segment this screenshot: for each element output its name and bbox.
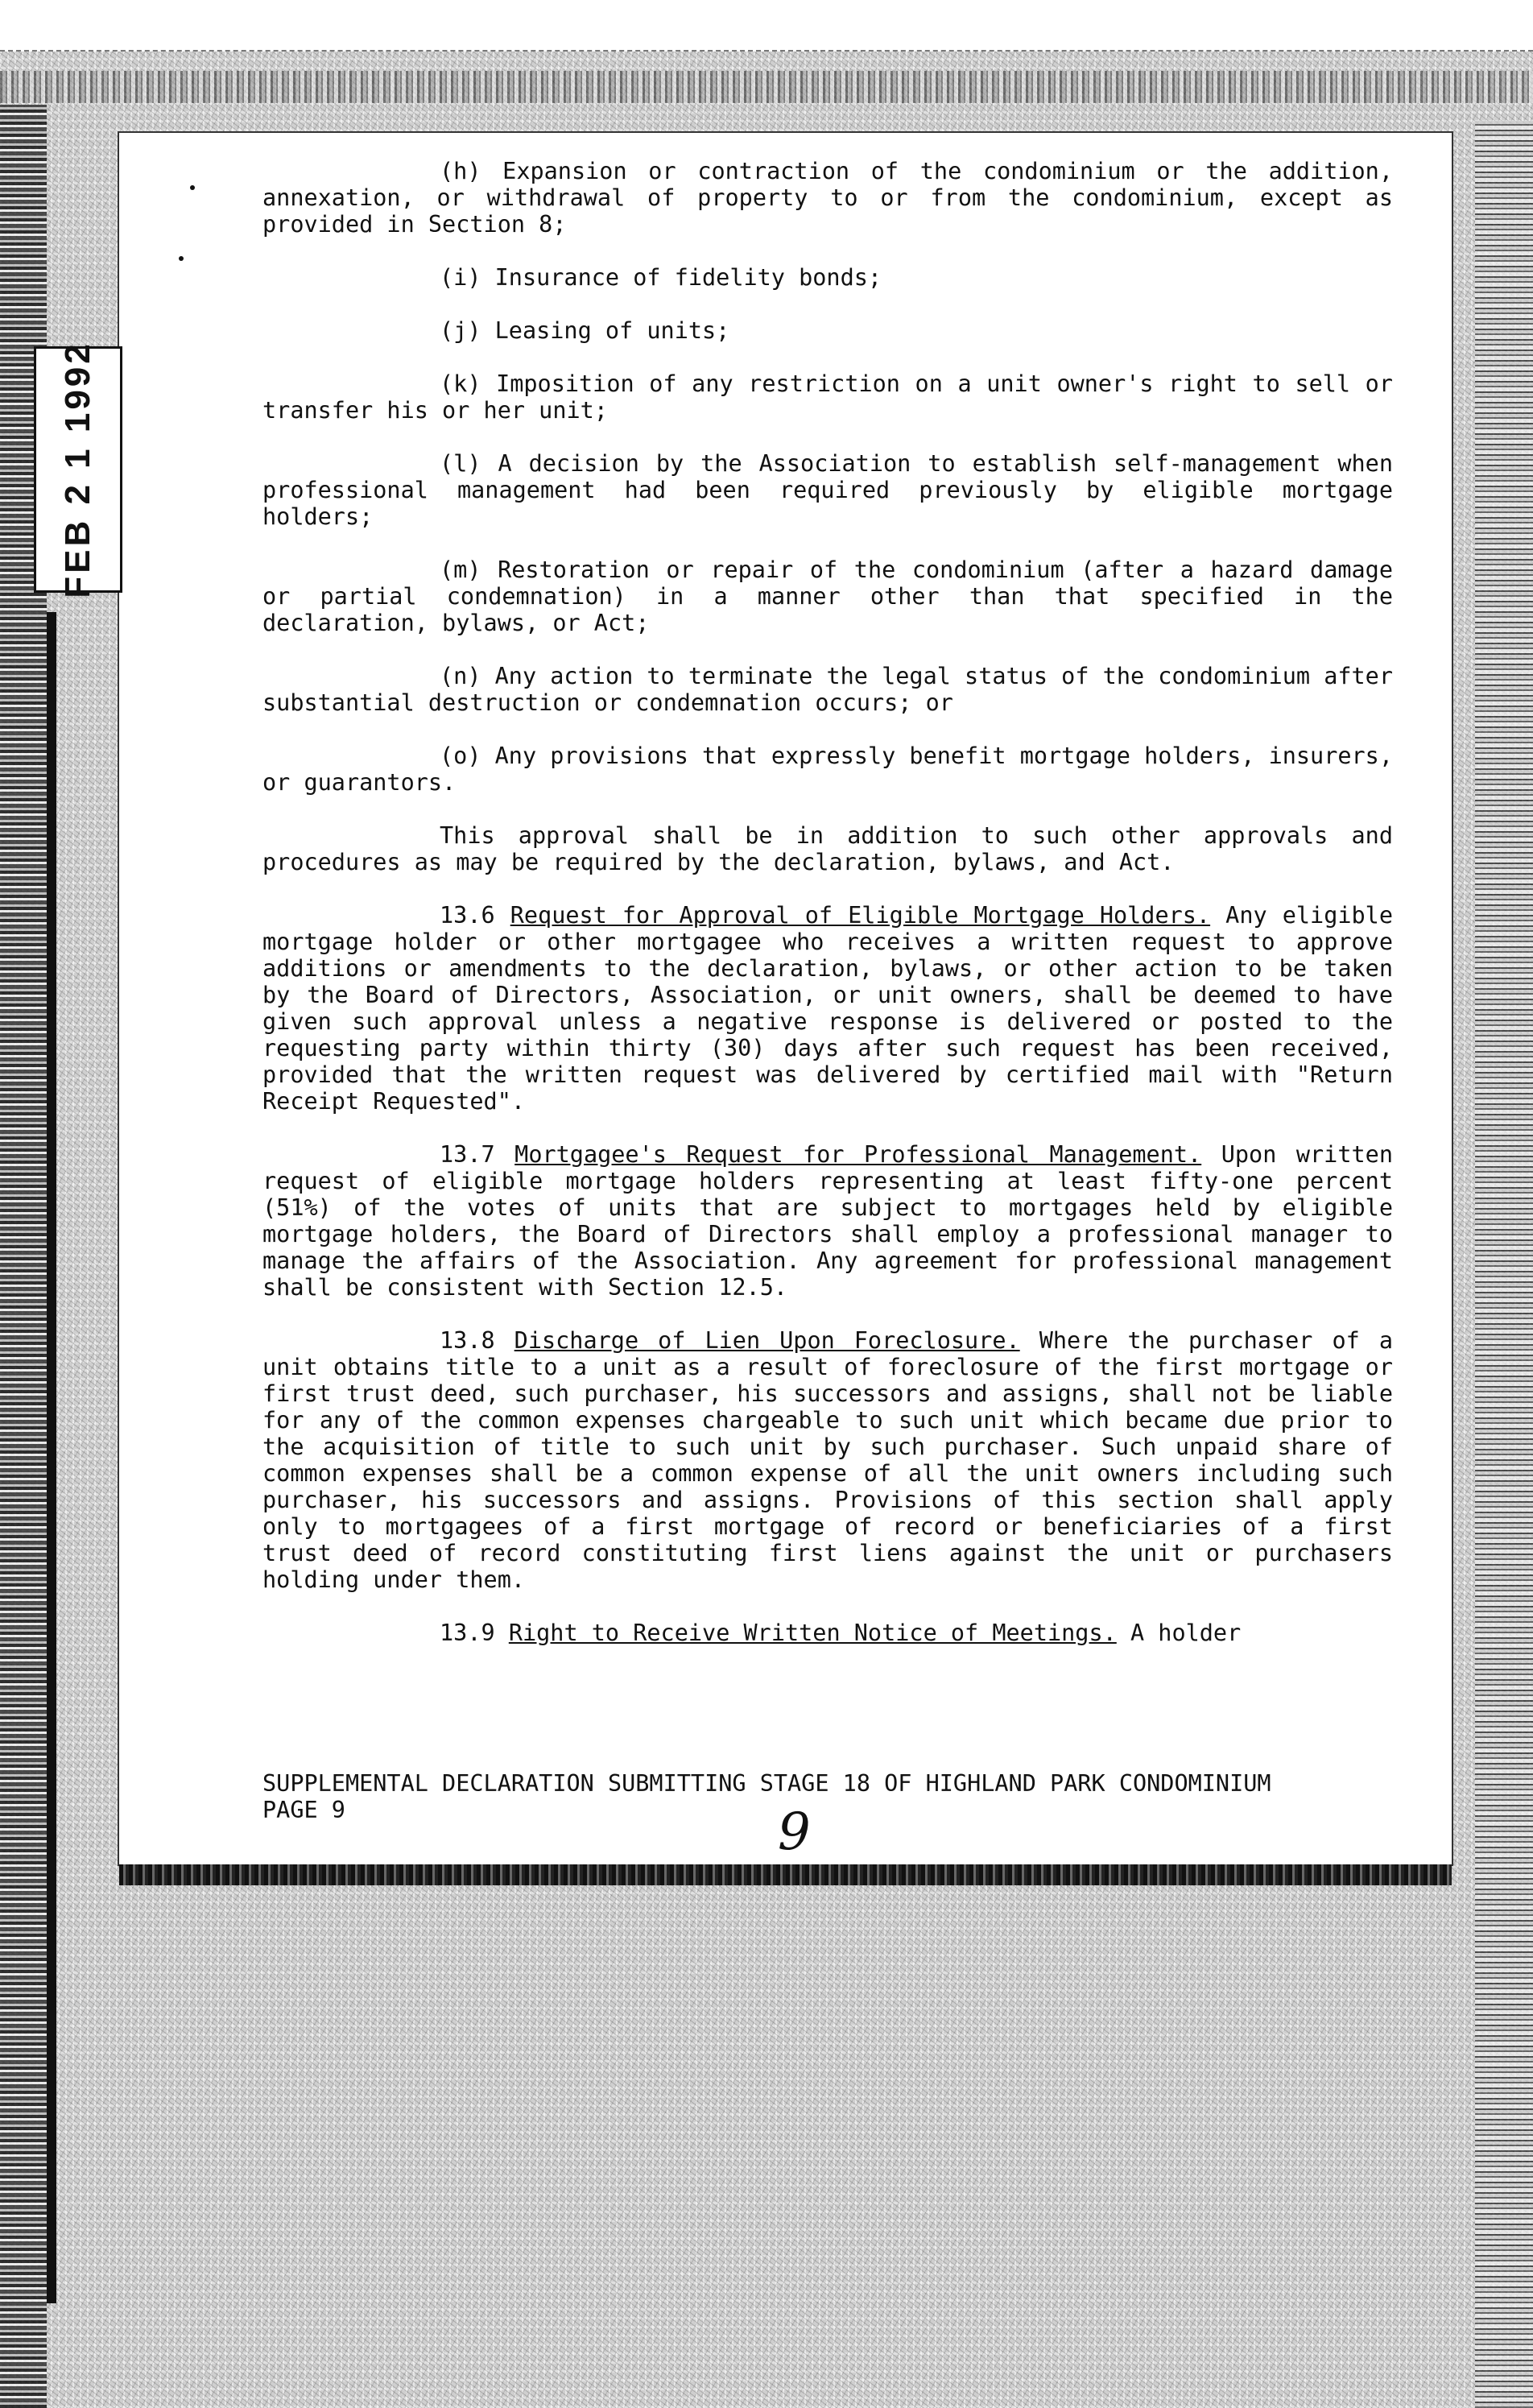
section-number: 13.6: [440, 902, 495, 929]
section-number: 13.7: [440, 1141, 495, 1168]
page-bottom-shadow: [119, 1864, 1452, 1885]
clause-j: (j) Leasing of units;: [440, 317, 730, 344]
section-heading: Mortgagee's Request for Professional Management.: [514, 1141, 1202, 1168]
left-dark-bar: [47, 612, 56, 2303]
clause-o: (o) Any provisions that expressly benefit mortgage holders, insurers, or guarantors.: [262, 743, 1393, 796]
clause-m: (m) Restoration or repair of the condominium (after a hazard damage or partial condemnation) in a manner other than that specified in the declaration, bylaws, or Act;: [262, 556, 1393, 636]
clause-i: (i) Insurance of fidelity bonds;: [440, 264, 882, 291]
scan-speck: [190, 185, 195, 190]
section-heading: Request for Approval of Eligible Mortgage Holders.: [510, 902, 1211, 929]
approval-paragraph: This approval shall be in addition to such other approvals and procedures as may be required by the declaration, bylaws, and Act.: [262, 822, 1393, 875]
right-scan-edge: [1475, 121, 1533, 2408]
clause-k: (k) Imposition of any restriction on a unit owner's right to sell or transfer his or her unit;: [262, 370, 1393, 424]
stamp-date: FEB 2 1 1992: [58, 341, 97, 598]
top-margin-strip: [0, 0, 1533, 52]
document-footer: [262, 1770, 1406, 1823]
clause-n: (n) Any action to terminate the legal status of the condominium after substantial destruction or condemnation occurs; or: [262, 663, 1393, 716]
clause-h: (h) Expansion or contraction of the condominium or the addition, annexation, or withdrawal of property to or from the condominium, except as provided in Section 8;: [262, 158, 1393, 238]
section-number: 13.9: [440, 1620, 495, 1646]
section-heading: Right to Receive Written Notice of Meetings.: [508, 1620, 1117, 1646]
section-body: A holder: [1130, 1620, 1242, 1646]
top-scan-noise-band: [0, 71, 1533, 103]
section-body: Any eligible mortgage holder or other mortgagee who receives a written request to approve additions or amendments to the declaration, bylaws, or other action to be taken by the Board of Directors, Association, or unit owners, shall be deemed to have given such approval unless a negative response is delivered or posted to the requesting party within thirty (30) days after such request has been received, provided that the written request was delivered by certified mail with "Return Receipt Requested".: [262, 902, 1393, 1115]
section-13-6: [262, 902, 1393, 1115]
section-body: Where the purchaser of a unit obtains title to a unit as a result of foreclosure of the first mortgage or first trust deed, such purchaser, his successors and assigns, shall not be liable for any of the common expenses chargeable to such unit which became due prior to the acquisition of title to such unit by such purchaser. Such unpaid share of common expenses shall be a common expense of all the unit owners including such purchaser, his successors and assigns. Provisions of this section shall apply only to mortgagees of a first mortgage of record or beneficiaries of a first trust deed of record constituting first liens against the unit or purchasers holding under them.: [262, 1327, 1393, 1593]
section-heading: Discharge of Lien Upon Foreclosure.: [514, 1327, 1020, 1354]
section-13-7: [262, 1141, 1393, 1301]
section-number: 13.8: [440, 1327, 495, 1354]
footer-title: SUPPLEMENTAL DECLARATION SUBMITTING STAGE 18 OF HIGHLAND PARK CONDOMINIUM: [262, 1770, 1271, 1797]
received-date-stamp: [34, 341, 122, 598]
section-body: Upon written request of eligible mortgage holders representing at least fifty-one percent (51%) of the votes of units that are subject to mortgages held by eligible mortgage holders, the Board of Directors shall employ a professional manager to manage the affairs of the Association. Any agreement for professional management shall be consistent with Section 12.5.: [262, 1141, 1393, 1301]
clause-l: (l) A decision by the Association to establish self-management when professional management had been required previously by eligible mortgage holders;: [262, 450, 1393, 530]
section-13-9: [262, 1620, 1393, 1646]
section-13-8: [262, 1327, 1393, 1593]
document-body: [262, 158, 1393, 1646]
scan-speck: [179, 256, 184, 261]
footer-page-label: PAGE 9: [262, 1797, 345, 1823]
handwritten-page-number: 9: [778, 1802, 811, 1862]
